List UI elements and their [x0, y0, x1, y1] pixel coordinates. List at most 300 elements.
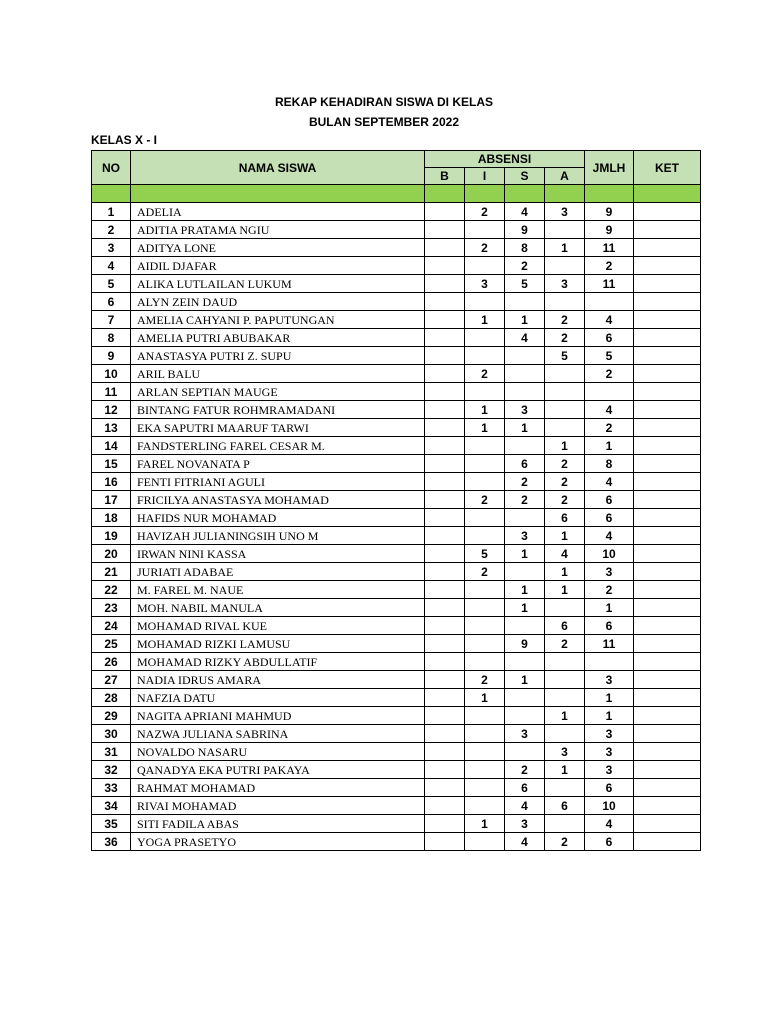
- student-no: 21: [92, 563, 131, 581]
- keterangan: [634, 239, 701, 257]
- student-name: ALYN ZEIN DAUD: [131, 293, 425, 311]
- count-s: 6: [505, 779, 545, 797]
- count-i: [465, 257, 505, 275]
- report-title: REKAP KEHADIRAN SISWA DI KELAS: [274, 95, 494, 109]
- student-no: 10: [92, 365, 131, 383]
- count-b: [425, 707, 465, 725]
- count-s: 2: [505, 473, 545, 491]
- count-a: [545, 383, 585, 401]
- total-jmlh: 2: [585, 257, 634, 275]
- count-s: [505, 743, 545, 761]
- count-i: [465, 761, 505, 779]
- count-b: [425, 761, 465, 779]
- student-no: 30: [92, 725, 131, 743]
- count-a: 1: [545, 239, 585, 257]
- student-name: FENTI FITRIANI AGULI: [131, 473, 425, 491]
- total-jmlh: 4: [585, 473, 634, 491]
- count-b: [425, 401, 465, 419]
- header-i: I: [465, 168, 505, 185]
- table-row: [92, 383, 701, 401]
- table-row: [92, 311, 701, 329]
- count-b: [425, 221, 465, 239]
- count-s: [505, 707, 545, 725]
- table-row: [92, 347, 701, 365]
- count-b: [425, 509, 465, 527]
- student-name: QANADYA EKA PUTRI PAKAYA: [131, 761, 425, 779]
- count-a: 6: [545, 797, 585, 815]
- table-row: [92, 527, 701, 545]
- count-a: 2: [545, 491, 585, 509]
- count-b: [425, 491, 465, 509]
- student-no: 15: [92, 455, 131, 473]
- total-jmlh: 5: [585, 347, 634, 365]
- count-b: [425, 239, 465, 257]
- count-i: 2: [465, 563, 505, 581]
- student-no: 27: [92, 671, 131, 689]
- table-row: [92, 275, 701, 293]
- total-jmlh: 4: [585, 815, 634, 833]
- table-row: [92, 653, 701, 671]
- count-a: 1: [545, 761, 585, 779]
- table-row: [92, 833, 701, 851]
- count-a: 2: [545, 329, 585, 347]
- keterangan: [634, 347, 701, 365]
- count-b: [425, 797, 465, 815]
- student-no: 6: [92, 293, 131, 311]
- count-i: [465, 293, 505, 311]
- count-i: [465, 833, 505, 851]
- student-no: 29: [92, 707, 131, 725]
- student-name: AMELIA PUTRI ABUBAKAR: [131, 329, 425, 347]
- count-i: 2: [465, 365, 505, 383]
- total-jmlh: 10: [585, 797, 634, 815]
- count-a: [545, 221, 585, 239]
- table-row: [92, 635, 701, 653]
- student-name: SITI FADILA ABAS: [131, 815, 425, 833]
- count-i: [465, 455, 505, 473]
- table-row: [92, 401, 701, 419]
- count-i: [465, 437, 505, 455]
- keterangan: [634, 203, 701, 221]
- count-i: [465, 473, 505, 491]
- count-b: [425, 347, 465, 365]
- count-s: [505, 293, 545, 311]
- student-no: 25: [92, 635, 131, 653]
- count-i: [465, 779, 505, 797]
- header-ket: KET: [634, 151, 701, 185]
- count-a: 5: [545, 347, 585, 365]
- header-s: S: [505, 168, 545, 185]
- student-no: 35: [92, 815, 131, 833]
- keterangan: [634, 581, 701, 599]
- report-subtitle: BULAN SEPTEMBER 2022: [308, 115, 460, 129]
- count-i: [465, 599, 505, 617]
- count-s: [505, 365, 545, 383]
- count-a: 6: [545, 509, 585, 527]
- count-i: [465, 221, 505, 239]
- total-jmlh: 1: [585, 707, 634, 725]
- student-name: ANASTASYA PUTRI Z. SUPU: [131, 347, 425, 365]
- count-b: [425, 599, 465, 617]
- count-b: [425, 257, 465, 275]
- total-jmlh: 11: [585, 635, 634, 653]
- student-name: RAHMAT MOHAMAD: [131, 779, 425, 797]
- count-s: 3: [505, 815, 545, 833]
- count-a: [545, 815, 585, 833]
- count-i: 2: [465, 491, 505, 509]
- count-i: [465, 617, 505, 635]
- header-spacer-row: [92, 185, 701, 203]
- keterangan: [634, 293, 701, 311]
- total-jmlh: 6: [585, 617, 634, 635]
- count-a: 2: [545, 833, 585, 851]
- table-row: [92, 779, 701, 797]
- student-name: EKA SAPUTRI MAARUF TARWI: [131, 419, 425, 437]
- keterangan: [634, 401, 701, 419]
- count-i: 1: [465, 419, 505, 437]
- table-row: [92, 329, 701, 347]
- total-jmlh: 6: [585, 491, 634, 509]
- keterangan: [634, 599, 701, 617]
- student-no: 33: [92, 779, 131, 797]
- table-row: [92, 761, 701, 779]
- student-name: NADIA IDRUS AMARA: [131, 671, 425, 689]
- count-s: 9: [505, 635, 545, 653]
- student-no: 11: [92, 383, 131, 401]
- student-no: 17: [92, 491, 131, 509]
- keterangan: [634, 329, 701, 347]
- student-no: 18: [92, 509, 131, 527]
- count-s: 3: [505, 725, 545, 743]
- student-name: ADITIA PRATAMA NGIU: [131, 221, 425, 239]
- total-jmlh: 3: [585, 671, 634, 689]
- count-a: [545, 689, 585, 707]
- table-row: [92, 509, 701, 527]
- count-a: 2: [545, 455, 585, 473]
- count-i: 1: [465, 401, 505, 419]
- count-b: [425, 617, 465, 635]
- keterangan: [634, 383, 701, 401]
- student-no: 19: [92, 527, 131, 545]
- attendance-table: [91, 150, 701, 851]
- count-i: [465, 527, 505, 545]
- student-no: 8: [92, 329, 131, 347]
- count-s: 2: [505, 491, 545, 509]
- count-s: 4: [505, 833, 545, 851]
- keterangan: [634, 743, 701, 761]
- student-name: NAFZIA DATU: [131, 689, 425, 707]
- header-no: NO: [92, 151, 131, 185]
- keterangan: [634, 563, 701, 581]
- keterangan: [634, 221, 701, 239]
- student-name: FANDSTERLING FAREL CESAR M.: [131, 437, 425, 455]
- keterangan: [634, 815, 701, 833]
- keterangan: [634, 509, 701, 527]
- count-s: [505, 347, 545, 365]
- student-name: MOHAMAD RIZKY ABDULLATIF: [131, 653, 425, 671]
- table-row: [92, 365, 701, 383]
- count-b: [425, 545, 465, 563]
- total-jmlh: 6: [585, 779, 634, 797]
- count-i: [465, 653, 505, 671]
- keterangan: [634, 653, 701, 671]
- student-no: 1: [92, 203, 131, 221]
- total-jmlh: 3: [585, 563, 634, 581]
- student-no: 14: [92, 437, 131, 455]
- student-name: ALIKA LUTLAILAN LUKUM: [131, 275, 425, 293]
- total-jmlh: 1: [585, 437, 634, 455]
- student-no: 31: [92, 743, 131, 761]
- keterangan: [634, 779, 701, 797]
- count-a: 1: [545, 581, 585, 599]
- count-a: [545, 653, 585, 671]
- count-b: [425, 473, 465, 491]
- keterangan: [634, 725, 701, 743]
- student-name: AMELIA CAHYANI P. PAPUTUNGAN: [131, 311, 425, 329]
- count-i: [465, 707, 505, 725]
- total-jmlh: 4: [585, 311, 634, 329]
- total-jmlh: 8: [585, 455, 634, 473]
- count-b: [425, 437, 465, 455]
- keterangan: [634, 797, 701, 815]
- count-s: [505, 509, 545, 527]
- count-i: 2: [465, 203, 505, 221]
- student-no: 23: [92, 599, 131, 617]
- count-a: [545, 293, 585, 311]
- table-row: [92, 545, 701, 563]
- table-row: [92, 257, 701, 275]
- count-i: [465, 797, 505, 815]
- total-jmlh: 1: [585, 599, 634, 617]
- table-row: [92, 293, 701, 311]
- student-name: MOH. NABIL MANULA: [131, 599, 425, 617]
- count-s: 4: [505, 203, 545, 221]
- student-no: 34: [92, 797, 131, 815]
- student-name: NAGITA APRIANI MAHMUD: [131, 707, 425, 725]
- class-label: KELAS X - I: [91, 133, 158, 147]
- student-name: FAREL NOVANATA P: [131, 455, 425, 473]
- keterangan: [634, 527, 701, 545]
- student-name: MOHAMAD RIVAL KUE: [131, 617, 425, 635]
- keterangan: [634, 473, 701, 491]
- count-b: [425, 833, 465, 851]
- count-i: [465, 743, 505, 761]
- count-i: [465, 509, 505, 527]
- total-jmlh: 2: [585, 419, 634, 437]
- student-no: 28: [92, 689, 131, 707]
- count-s: 1: [505, 671, 545, 689]
- count-a: 2: [545, 311, 585, 329]
- table-row: [92, 563, 701, 581]
- count-a: 2: [545, 473, 585, 491]
- table-row: [92, 815, 701, 833]
- count-i: 2: [465, 671, 505, 689]
- count-s: 4: [505, 329, 545, 347]
- student-no: 20: [92, 545, 131, 563]
- table-row: [92, 797, 701, 815]
- count-s: 2: [505, 761, 545, 779]
- total-jmlh: 3: [585, 743, 634, 761]
- table-row: [92, 599, 701, 617]
- count-a: 1: [545, 527, 585, 545]
- student-no: 24: [92, 617, 131, 635]
- count-s: 2: [505, 257, 545, 275]
- count-b: [425, 419, 465, 437]
- student-no: 5: [92, 275, 131, 293]
- student-name: NAZWA JULIANA SABRINA: [131, 725, 425, 743]
- count-a: [545, 401, 585, 419]
- header-a: A: [545, 168, 585, 185]
- count-b: [425, 653, 465, 671]
- count-b: [425, 635, 465, 653]
- count-a: 6: [545, 617, 585, 635]
- table-row: [92, 455, 701, 473]
- student-no: 22: [92, 581, 131, 599]
- student-no: 2: [92, 221, 131, 239]
- count-s: 6: [505, 455, 545, 473]
- keterangan: [634, 257, 701, 275]
- student-name: HAFIDS NUR MOHAMAD: [131, 509, 425, 527]
- student-name: MOHAMAD RIZKI LAMUSU: [131, 635, 425, 653]
- student-name: ARLAN SEPTIAN MAUGE: [131, 383, 425, 401]
- student-no: 9: [92, 347, 131, 365]
- header-absensi: ABSENSI: [425, 151, 585, 168]
- total-jmlh: 1: [585, 689, 634, 707]
- count-s: 9: [505, 221, 545, 239]
- count-s: 8: [505, 239, 545, 257]
- count-i: [465, 347, 505, 365]
- student-name: YOGA PRASETYO: [131, 833, 425, 851]
- student-name: RIVAI MOHAMAD: [131, 797, 425, 815]
- keterangan: [634, 761, 701, 779]
- table-row: [92, 491, 701, 509]
- count-i: 5: [465, 545, 505, 563]
- count-a: [545, 419, 585, 437]
- count-b: [425, 275, 465, 293]
- table-row: [92, 581, 701, 599]
- count-i: 1: [465, 311, 505, 329]
- student-no: 13: [92, 419, 131, 437]
- keterangan: [634, 671, 701, 689]
- student-name: IRWAN NINI KASSA: [131, 545, 425, 563]
- keterangan: [634, 617, 701, 635]
- count-b: [425, 725, 465, 743]
- keterangan: [634, 365, 701, 383]
- student-name: BINTANG FATUR ROHMRAMADANI: [131, 401, 425, 419]
- count-b: [425, 365, 465, 383]
- student-no: 36: [92, 833, 131, 851]
- count-b: [425, 815, 465, 833]
- total-jmlh: 4: [585, 401, 634, 419]
- table-row: [92, 707, 701, 725]
- count-s: 1: [505, 599, 545, 617]
- total-jmlh: 3: [585, 725, 634, 743]
- header-jmlh: JMLH: [585, 151, 634, 185]
- count-i: [465, 581, 505, 599]
- keterangan: [634, 311, 701, 329]
- keterangan: [634, 437, 701, 455]
- count-b: [425, 779, 465, 797]
- total-jmlh: 9: [585, 221, 634, 239]
- count-s: [505, 437, 545, 455]
- keterangan: [634, 455, 701, 473]
- keterangan: [634, 491, 701, 509]
- total-jmlh: 2: [585, 365, 634, 383]
- student-no: 32: [92, 761, 131, 779]
- total-jmlh: 2: [585, 581, 634, 599]
- count-a: [545, 779, 585, 797]
- count-a: [545, 725, 585, 743]
- keterangan: [634, 833, 701, 851]
- count-a: 2: [545, 635, 585, 653]
- count-a: [545, 671, 585, 689]
- student-name: ADELIA: [131, 203, 425, 221]
- count-i: 2: [465, 239, 505, 257]
- total-jmlh: 4: [585, 527, 634, 545]
- total-jmlh: 6: [585, 329, 634, 347]
- count-b: [425, 311, 465, 329]
- table-row: [92, 725, 701, 743]
- keterangan: [634, 707, 701, 725]
- student-no: 26: [92, 653, 131, 671]
- count-i: [465, 383, 505, 401]
- count-a: 3: [545, 275, 585, 293]
- count-i: [465, 635, 505, 653]
- count-a: 4: [545, 545, 585, 563]
- table-row: [92, 617, 701, 635]
- count-s: 1: [505, 419, 545, 437]
- student-name: HAVIZAH JULIANINGSIH UNO M: [131, 527, 425, 545]
- table-row: [92, 239, 701, 257]
- count-i: [465, 329, 505, 347]
- count-s: 3: [505, 527, 545, 545]
- table-row: [92, 419, 701, 437]
- student-name: JURIATI ADABAE: [131, 563, 425, 581]
- total-jmlh: 11: [585, 275, 634, 293]
- student-no: 4: [92, 257, 131, 275]
- total-jmlh: 3: [585, 761, 634, 779]
- total-jmlh: 6: [585, 509, 634, 527]
- count-a: 1: [545, 707, 585, 725]
- count-s: [505, 617, 545, 635]
- count-i: 3: [465, 275, 505, 293]
- table-row: [92, 221, 701, 239]
- keterangan: [634, 545, 701, 563]
- count-s: 5: [505, 275, 545, 293]
- count-a: 1: [545, 437, 585, 455]
- count-b: [425, 203, 465, 221]
- total-jmlh: 9: [585, 203, 634, 221]
- table-row: [92, 203, 701, 221]
- count-a: 1: [545, 563, 585, 581]
- count-b: [425, 455, 465, 473]
- count-s: [505, 563, 545, 581]
- student-no: 12: [92, 401, 131, 419]
- count-i: 1: [465, 689, 505, 707]
- count-s: 1: [505, 545, 545, 563]
- count-b: [425, 563, 465, 581]
- count-a: [545, 257, 585, 275]
- count-s: [505, 689, 545, 707]
- count-s: 1: [505, 311, 545, 329]
- count-b: [425, 671, 465, 689]
- student-no: 3: [92, 239, 131, 257]
- table-row: [92, 473, 701, 491]
- keterangan: [634, 419, 701, 437]
- count-a: [545, 365, 585, 383]
- count-s: [505, 653, 545, 671]
- table-row: [92, 689, 701, 707]
